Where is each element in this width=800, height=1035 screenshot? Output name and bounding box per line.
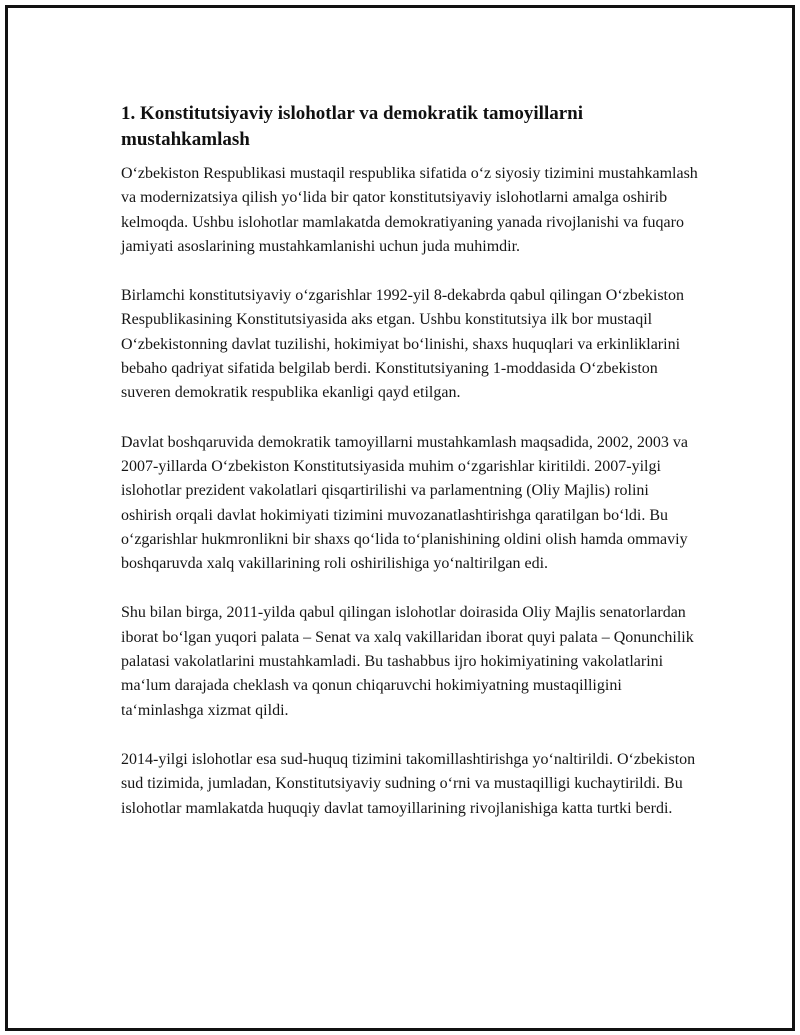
paragraph-1: O‘zbekiston Respublikasi mustaqil respublika sifatida o‘z siyosiy tizimini mustahkamlash va modernizatsiya qilish yo‘lida bir qator konstitutsiyaviy islohotlarni amalga oshirib kelmoqda. Ushbu islohotlar mamlakatda demokratiyaning yanada rivojlanishi va fuqaro jamiyati asoslarining mustahkamlanishi uchun juda muhimdir. <box>121 165 698 255</box>
paragraph-5: 2014-yilgi islohotlar esa sud-huquq tizimini takomillashtirishga yo‘naltirildi. O‘zbekiston sud tizimida, jumladan, Konstitutsiyaviy sudning o‘rni va mustaqilligi kuchaytirildi. Bu islohotlar mamlakatda huquqiy davlat tamoyillarining rivojlanishiga katta turtki berdi. <box>121 750 696 817</box>
page-frame <box>5 5 795 1031</box>
document-title: 1. Konstitutsiyaviy islohotlar va demokratik tamoyillarni mustahkamlash <box>121 103 584 150</box>
document-body <box>121 101 701 846</box>
paragraph-3: Davlat boshqaruvida demokratik tamoyillarni mustahkamlash maqsadida, 2002, 2003 va 2007-yillarda O‘zbekiston Konstitutsiyasida muhim o‘zgarishlar kiritildi. 2007-yilgi islohotlar prezident vakolatlari qisqartirilishi va parlamentning (Oliy Majlis) rolini oshirish orqali davlat hokimiyati tizimini muvozanatlashtirishga qaratilgan bo‘ldi. Bu o‘zgarishlar hukmronlikni bir shaxs qo‘lida to‘planishining oldini olish hamda ommaviy boshqaruvda xalq vakillarining roli oshirilishiga yo‘naltirilgan edi. <box>121 433 688 573</box>
paragraph-2: Birlamchi konstitutsiyaviy o‘zgarishlar 1992-yil 8-dekabrda qabul qilingan O‘zbekiston Respublikasining Konstitutsiyasida aks etgan. Ushbu konstitutsiya ilk bor mustaqil O‘zbekistonning davlat tuzilishi, hokimiyat bo‘linishi, shaxs huquqlari va erkinliklarini bebaho qadriyat sifatida belgilab berdi. Konstitutsiyaning 1-moddasida O‘zbekiston suveren demokratik respublika ekanligi qayd etilgan. <box>121 287 684 402</box>
paragraph-4: Shu bilan birga, 2011-yilda qabul qilingan islohotlar doirasida Oliy Majlis senatorlardan iborat bo‘lgan yuqori palata – Senat va xalq vakillaridan iborat quyi palata – Qonunchilik palatasi vakolatlarini mustahkamladi. Bu tashabbus ijro hokimiyatining vakolatlarini ma‘lum darajada cheklash va qonun chiqaruvchi hokimiyatning mustaqilligini ta‘minlashga xizmat qildi. <box>121 604 694 719</box>
